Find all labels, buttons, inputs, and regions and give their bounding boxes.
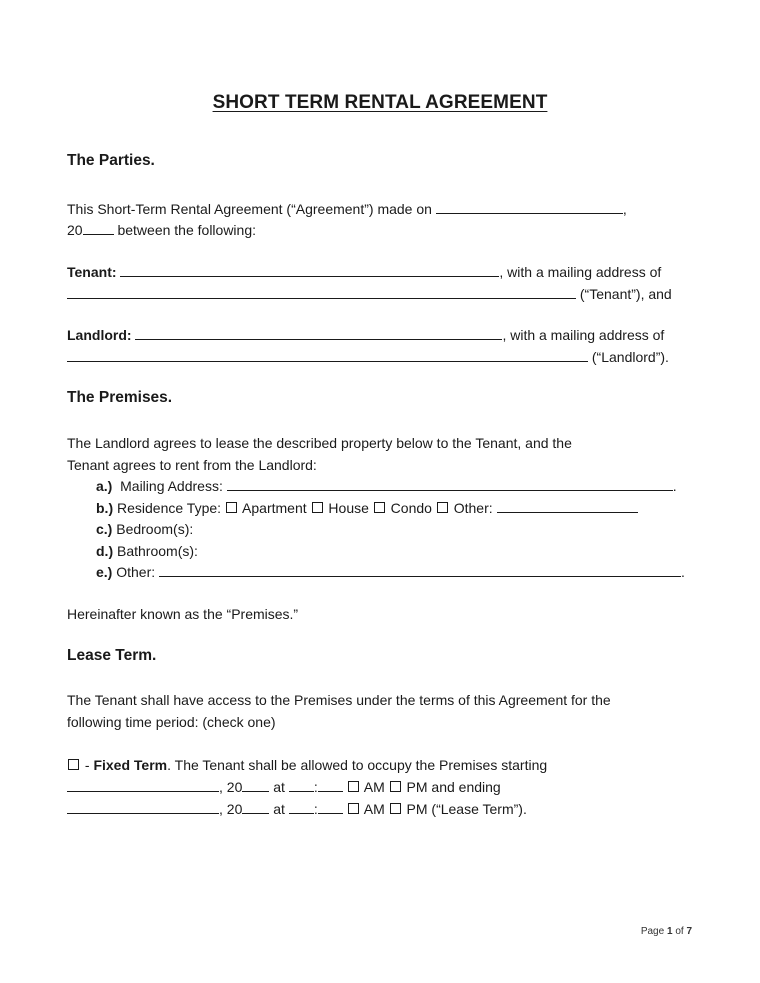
mailing-address-blank[interactable] [227, 476, 673, 491]
period: . [672, 478, 677, 494]
year-prefix: , 20 [219, 779, 243, 795]
fixed-term-label: Fixed Term [93, 757, 168, 773]
item-label-e: e.) [96, 564, 113, 580]
section-heading-lease-term: Lease Term. [67, 647, 157, 664]
document-title: SHORT TERM RENTAL AGREEMENT [212, 92, 548, 113]
start-am-checkbox[interactable] [348, 781, 359, 792]
page-current: 1 [666, 926, 673, 937]
apartment-checkbox[interactable] [226, 502, 237, 513]
am-label: AM [363, 801, 385, 817]
landlord-line-1 [67, 325, 664, 345]
comma: , [622, 201, 627, 217]
fixed-term-line-1 [67, 755, 547, 775]
page-number [641, 926, 692, 937]
end-date-blank[interactable] [67, 799, 219, 814]
pm-label: PM [406, 801, 428, 817]
landlord-role-text: (“Landlord”). [591, 349, 669, 365]
pm-label: PM [406, 779, 428, 795]
page-total: 7 [686, 926, 692, 937]
parties-intro-text-2: between the following: [117, 222, 257, 238]
other-checkbox[interactable] [437, 502, 448, 513]
premises-item-a [96, 476, 677, 496]
of-word: of [675, 926, 684, 937]
residence-type-label: Residence Type: [117, 500, 222, 516]
year-prefix: , 20 [219, 801, 243, 817]
colon: : [313, 779, 318, 795]
dash: - [81, 757, 94, 773]
parties-intro-line-1 [67, 199, 627, 219]
fixed-term-start-line [67, 777, 501, 797]
section-heading-parties: The Parties. [67, 152, 155, 169]
premises-item-b [96, 498, 638, 518]
colon: : [313, 801, 318, 817]
other-item-label: Other: [116, 564, 156, 580]
start-minute-blank[interactable] [318, 777, 343, 792]
and-ending-text: and ending [431, 779, 501, 795]
mailing-address-label: Mailing Address: [120, 478, 223, 494]
fixed-term-end-line [67, 799, 527, 819]
tenant-name-blank[interactable] [120, 262, 499, 277]
item-label-d: d.) [96, 543, 114, 559]
tenant-line-1 [67, 262, 661, 282]
lease-intro-line-1: The Tenant shall have access to the Premises under the terms of this Agreement for the [67, 692, 611, 708]
house-label: House [328, 500, 369, 516]
section-heading-premises: The Premises. [67, 389, 173, 406]
period: . [681, 564, 685, 580]
bedrooms-label: Bedroom(s): [116, 521, 194, 537]
tenant-mailing-text: , with a mailing address of [499, 264, 662, 280]
tenant-line-2 [67, 284, 672, 304]
tenant-address-blank[interactable] [67, 284, 576, 299]
page-word: Page [640, 926, 665, 937]
end-hour-blank[interactable] [289, 799, 314, 814]
start-date-blank[interactable] [67, 777, 219, 792]
premises-item-c [96, 519, 193, 539]
condo-label: Condo [390, 500, 432, 516]
apartment-label: Apartment [242, 500, 307, 516]
landlord-line-2 [67, 347, 669, 367]
at-text: at [273, 779, 285, 795]
other-label: Other: [453, 500, 493, 516]
start-hour-blank[interactable] [289, 777, 314, 792]
landlord-address-blank[interactable] [67, 347, 588, 362]
house-checkbox[interactable] [312, 502, 323, 513]
landlord-mailing-text: , with a mailing address of [502, 327, 665, 343]
landlord-name-blank[interactable] [135, 325, 502, 340]
condo-checkbox[interactable] [374, 502, 385, 513]
item-label-b: b.) [96, 500, 114, 516]
premises-intro-line-1: The Landlord agrees to lease the described property below to the Tenant, and the [67, 435, 572, 451]
end-am-checkbox[interactable] [348, 803, 359, 814]
parties-intro-line-2 [67, 220, 256, 240]
premises-item-d [96, 541, 198, 561]
fixed-term-text: . The Tenant shall be allowed to occupy the Premises starting [167, 757, 548, 773]
residence-other-blank[interactable] [497, 498, 638, 513]
am-label: AM [363, 779, 385, 795]
other-details-blank[interactable] [159, 562, 681, 577]
item-label-c: c.) [96, 521, 113, 537]
agreement-year-blank[interactable] [83, 220, 114, 235]
parties-intro-text: This Short-Term Rental Agreement (“Agreement”) made on [67, 201, 432, 217]
start-pm-checkbox[interactable] [390, 781, 401, 792]
premises-closing: Hereinafter known as the “Premises.” [67, 606, 299, 622]
lease-intro-line-2: following time period: (check one) [67, 714, 276, 730]
bathrooms-label: Bathroom(s): [117, 543, 198, 559]
premises-intro-line-2: Tenant agrees to rent from the Landlord: [67, 457, 317, 473]
premises-item-e [96, 562, 685, 582]
at-text: at [273, 801, 285, 817]
end-minute-blank[interactable] [318, 799, 343, 814]
agreement-date-blank[interactable] [436, 199, 623, 214]
item-label-a: a.) [96, 478, 113, 494]
year-prefix: 20 [67, 222, 83, 238]
lease-term-text: (“Lease Term”). [431, 801, 527, 817]
tenant-label: Tenant: [67, 264, 117, 280]
end-year-blank[interactable] [242, 799, 269, 814]
end-pm-checkbox[interactable] [390, 803, 401, 814]
landlord-label: Landlord: [67, 327, 132, 343]
fixed-term-checkbox[interactable] [68, 759, 79, 770]
tenant-role-text: (“Tenant”), and [579, 286, 672, 302]
start-year-blank[interactable] [242, 777, 269, 792]
